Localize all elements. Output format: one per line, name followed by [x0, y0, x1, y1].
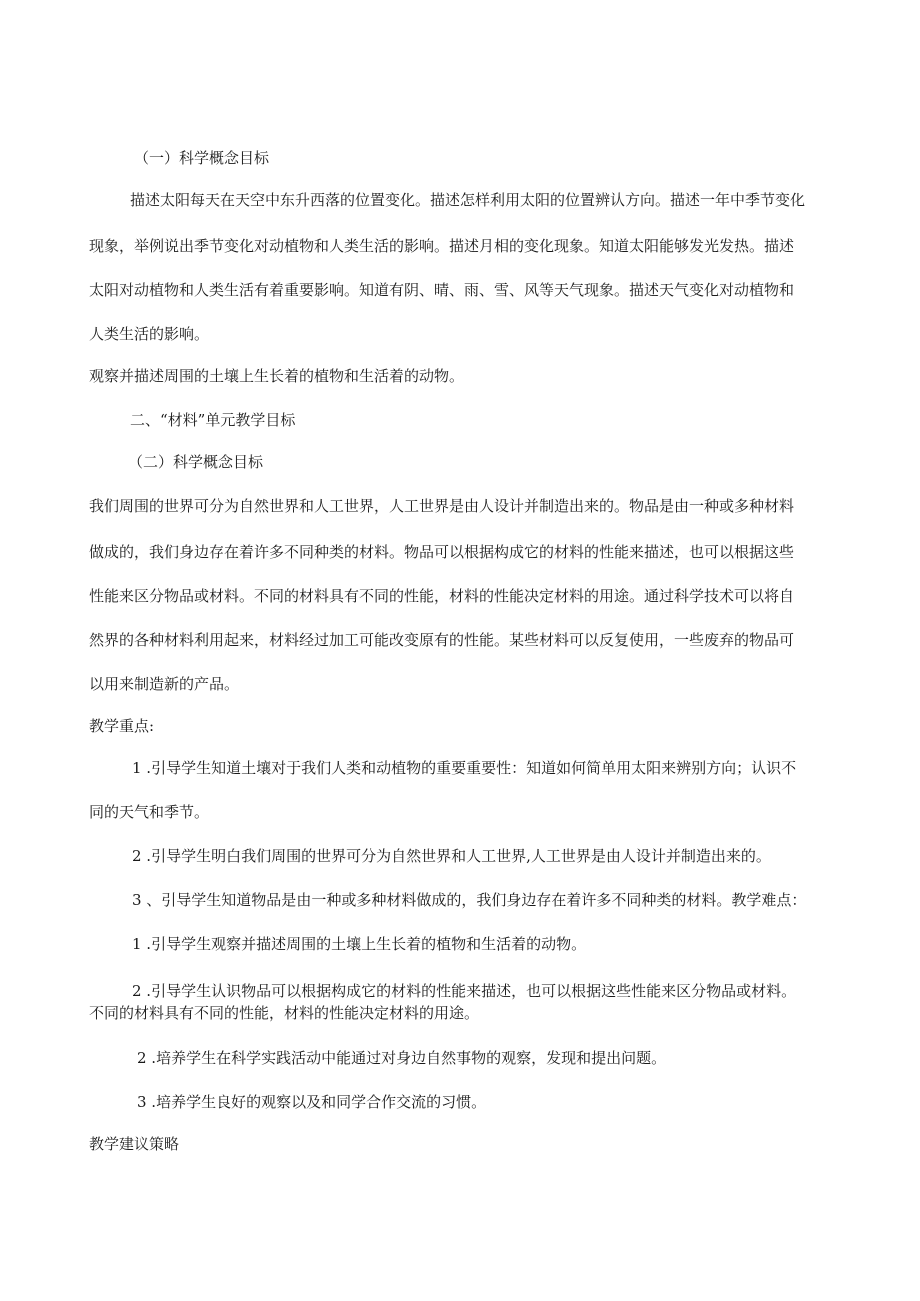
- section-heading-science-concept-1: （一）科学概念目标: [134, 149, 270, 167]
- paragraph-sun-line-2: 现象，举例说出季节变化对动植物和人类生活的影响。描述月相的变化现象。知道太阳能够发光发热。描述: [89, 237, 795, 255]
- paragraph-soil-observation: 观察并描述周围的土壤上生长着的植物和生活着的动物。: [89, 367, 465, 385]
- strategy-title: 教学建议策略: [89, 1135, 180, 1153]
- section-heading-science-concept-2: （二）科学概念目标: [128, 453, 264, 471]
- paragraph-materials-line-2: 做成的，我们身边存在着许多不同种类的材料。物品可以根据构成它的材料的性能来描述，也可以根据这些: [89, 543, 795, 561]
- key-point-1-line-1: 1 .引导学生知道土壤对于我们人类和动植物的重要重要性：知道如何简单用太阳来辨别方向；认识不: [132, 759, 797, 777]
- key-point-1-line-2: 同的天气和季节。: [89, 803, 210, 821]
- difficulty-point-1: 1 .引导学生观察并描述周围的土壤上生长着的植物和生活着的动物。: [132, 935, 587, 953]
- paragraph-sun-line-1: 描述太阳每天在天空中东升西落的位置变化。描述怎样利用太阳的位置辨认方向。描述一年中季节变化: [130, 191, 806, 209]
- paragraph-materials-line-3: 性能来区分物品或材料。不同的材料具有不同的性能，材料的性能决定材料的用途。通过科学技术可以将自: [89, 587, 795, 605]
- paragraph-materials-line-1: 我们周围的世界可分为自然世界和人工世界，人工世界是由人设计并制造出来的。物品是由一种或多种材料: [89, 497, 795, 515]
- paragraph-materials-line-4: 然界的各种材料利用起来，材料经过加工可能改变原有的性能。某些材料可以反复使用，一些废弃的物品可: [89, 631, 795, 649]
- key-points-title: 教学重点:: [89, 717, 155, 735]
- difficulty-point-4: 3 .培养学生良好的观察以及和同学合作交流的习惯。: [137, 1093, 487, 1111]
- section-heading-materials-unit: 二、“材料”单元教学目标: [130, 411, 296, 429]
- difficulty-point-3: 2 .培养学生在科学实践活动中能通过对身边自然事物的观察，发现和提出问题。: [137, 1049, 667, 1067]
- paragraph-materials-line-5: 以用来制造新的产品。: [89, 675, 240, 693]
- difficulty-point-2-line-2: 不同的材料具有不同的性能，材料的性能决定材料的用途。: [89, 1004, 480, 1022]
- key-point-2: 2 .引导学生明白我们周围的世界可分为自然世界和人工世界,人工世界是由人设计并制造出来的。: [132, 847, 771, 865]
- key-point-3: 3 、引导学生知道物品是由一种或多种材料做成的，我们身边存在着许多不同种类的材料。教学难点：: [132, 891, 807, 909]
- difficulty-point-2-line-1: 2 .引导学生认识物品可以根据构成它的材料的性能来描述，也可以根据这些性能来区分物品或材料。: [132, 982, 797, 1000]
- paragraph-sun-line-3: 太阳对动植物和人类生活有着重要影响。知道有阴、晴、雨、雪、风等天气现象。描述天气变化对动植物和: [89, 281, 795, 299]
- paragraph-sun-line-4: 人类生活的影响。: [89, 325, 210, 343]
